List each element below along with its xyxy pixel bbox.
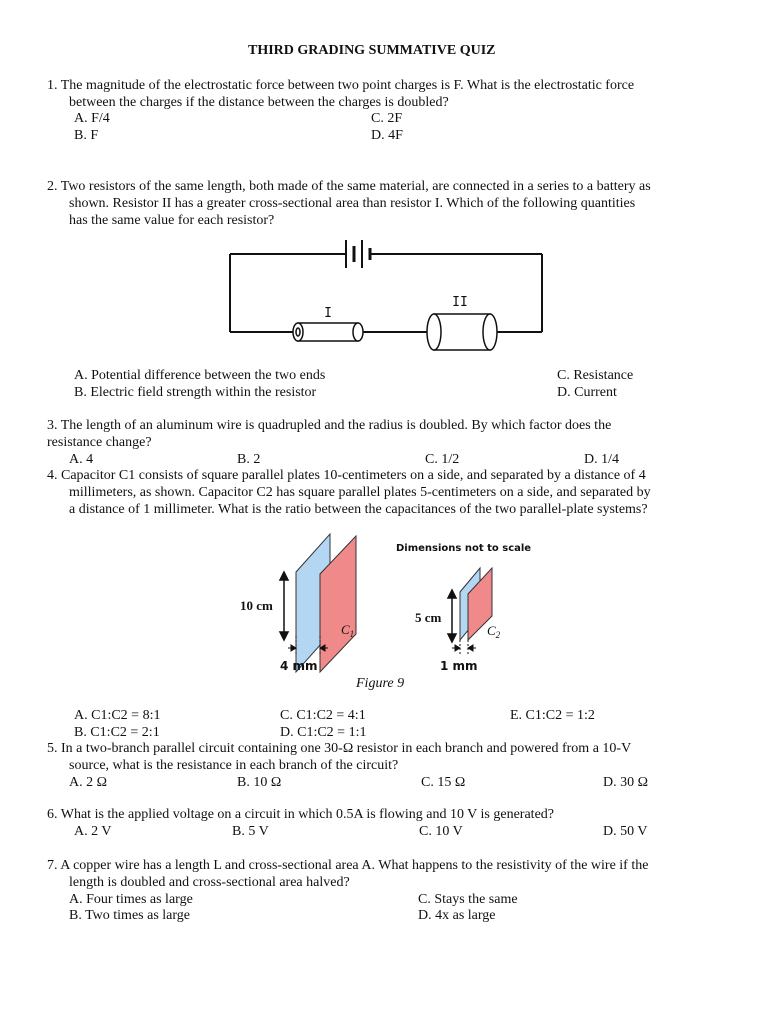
q4-option-c: C. C1:C2 = 4:1	[280, 708, 366, 723]
q5-option-b: B. 10 Ω	[237, 775, 282, 790]
c2-label: C	[487, 623, 496, 638]
c1-subscript: 1	[349, 629, 355, 639]
question-7-line-1: 7. A copper wire has a length L and cross-sectional area A. What happens to the resistivity of the wire if the	[47, 858, 649, 873]
q7-option-b: B. Two times as large	[69, 908, 190, 923]
q2-option-d: D. Current	[557, 385, 617, 400]
c2-subscript: 2	[495, 630, 501, 640]
q6-option-b: B. 5 V	[232, 824, 269, 839]
q4-option-e: E. C1:C2 = 1:2	[510, 708, 595, 723]
q3-option-b: B. 2	[237, 452, 261, 467]
question-4-line-1: 4. Capacitor C1 consists of square parallel plates 10-centimeters on a side, and separated by a distance of 4	[47, 468, 646, 483]
q6-option-c: C. 10 V	[419, 824, 463, 839]
q5-option-c: C. 15 Ω	[421, 775, 466, 790]
q3-option-c: C. 1/2	[425, 452, 460, 467]
q4-option-d: D. C1:C2 = 1:1	[280, 725, 367, 740]
c1-gap-label: 4 mm	[280, 659, 318, 673]
c2-gap-label: 1 mm	[440, 659, 478, 673]
q2-option-a: A. Potential difference between the two ends	[74, 368, 326, 383]
question-3-line-2: resistance change?	[47, 435, 152, 450]
resistor-ii	[427, 314, 497, 350]
c1-height-label: 10 cm	[240, 598, 273, 613]
figure-caption: Figure 9	[356, 676, 405, 691]
q6-option-d: D. 50 V	[603, 824, 648, 839]
q5-option-d: D. 30 Ω	[603, 775, 649, 790]
q5-option-a: A. 2 Ω	[69, 775, 108, 790]
battery-symbol	[346, 240, 374, 268]
question-6-line-1: 6. What is the applied voltage on a circuit in which 0.5A is flowing and 10 V is generated?	[47, 807, 555, 822]
question-2-line-3: has the same value for each resistor?	[69, 213, 275, 228]
q7-option-d: D. 4x as large	[418, 908, 496, 923]
c2-height-label: 5 cm	[415, 610, 442, 625]
resistor-ii-label: II	[452, 295, 468, 310]
resistor-i	[293, 323, 363, 341]
figure-note: Dimensions not to scale	[396, 543, 532, 554]
resistor-i-label: I	[324, 306, 332, 321]
capacitor-figure	[232, 522, 532, 702]
question-5-line-2: source, what is the resistance in each branch of the circuit?	[69, 758, 399, 773]
q4-option-a: A. C1:C2 = 8:1	[74, 708, 161, 723]
q1-option-c: C. 2F	[371, 111, 403, 126]
svg-text:C2	[487, 623, 501, 640]
question-2-line-2: shown. Resistor II has a greater cross-sectional area than resistor I. Which of the following quantities	[69, 196, 636, 211]
question-1-line-1: 1. The magnitude of the electrostatic force between two point charges is F. What is the electrostatic force	[47, 78, 635, 93]
circuit-diagram	[222, 232, 562, 362]
q1-option-d: D. 4F	[371, 128, 403, 143]
question-4-line-3: a distance of 1 millimeter. What is the ratio between the capacitances of the two parallel-plate systems?	[69, 502, 648, 517]
question-2-line-1: 2. Two resistors of the same length, both made of the same material, are connected in a series to a battery as	[47, 179, 651, 194]
q2-option-b: B. Electric field strength within the resistor	[74, 385, 317, 400]
question-7-line-2: length is doubled and cross-sectional area halved?	[69, 875, 350, 890]
quiz-title: THIRD GRADING SUMMATIVE QUIZ	[248, 43, 496, 58]
q6-option-a: A. 2 V	[74, 824, 112, 839]
q3-option-a: A. 4	[69, 452, 94, 467]
c1-label: C	[341, 622, 350, 637]
q7-option-a: A. Four times as large	[69, 892, 193, 907]
q1-option-b: B. F	[74, 128, 99, 143]
q4-option-b: B. C1:C2 = 2:1	[74, 725, 160, 740]
q7-option-c: C. Stays the same	[418, 892, 518, 907]
question-3-line-1: 3. The length of an aluminum wire is quadrupled and the radius is doubled. By which factor does the	[47, 418, 612, 433]
question-5-line-1: 5. In a two-branch parallel circuit containing one 30-Ω resistor in each branch and powered from a 10-V	[47, 741, 632, 756]
question-4-line-2: millimeters, as shown. Capacitor C2 has square parallel plates 5-centimeters on a side, and separated by	[69, 485, 651, 500]
q1-option-a: A. F/4	[74, 111, 110, 126]
q3-option-d: D. 1/4	[584, 452, 619, 467]
q2-option-c: C. Resistance	[557, 368, 634, 383]
question-1-line-2: between the charges if the distance between the charges is doubled?	[69, 95, 449, 110]
